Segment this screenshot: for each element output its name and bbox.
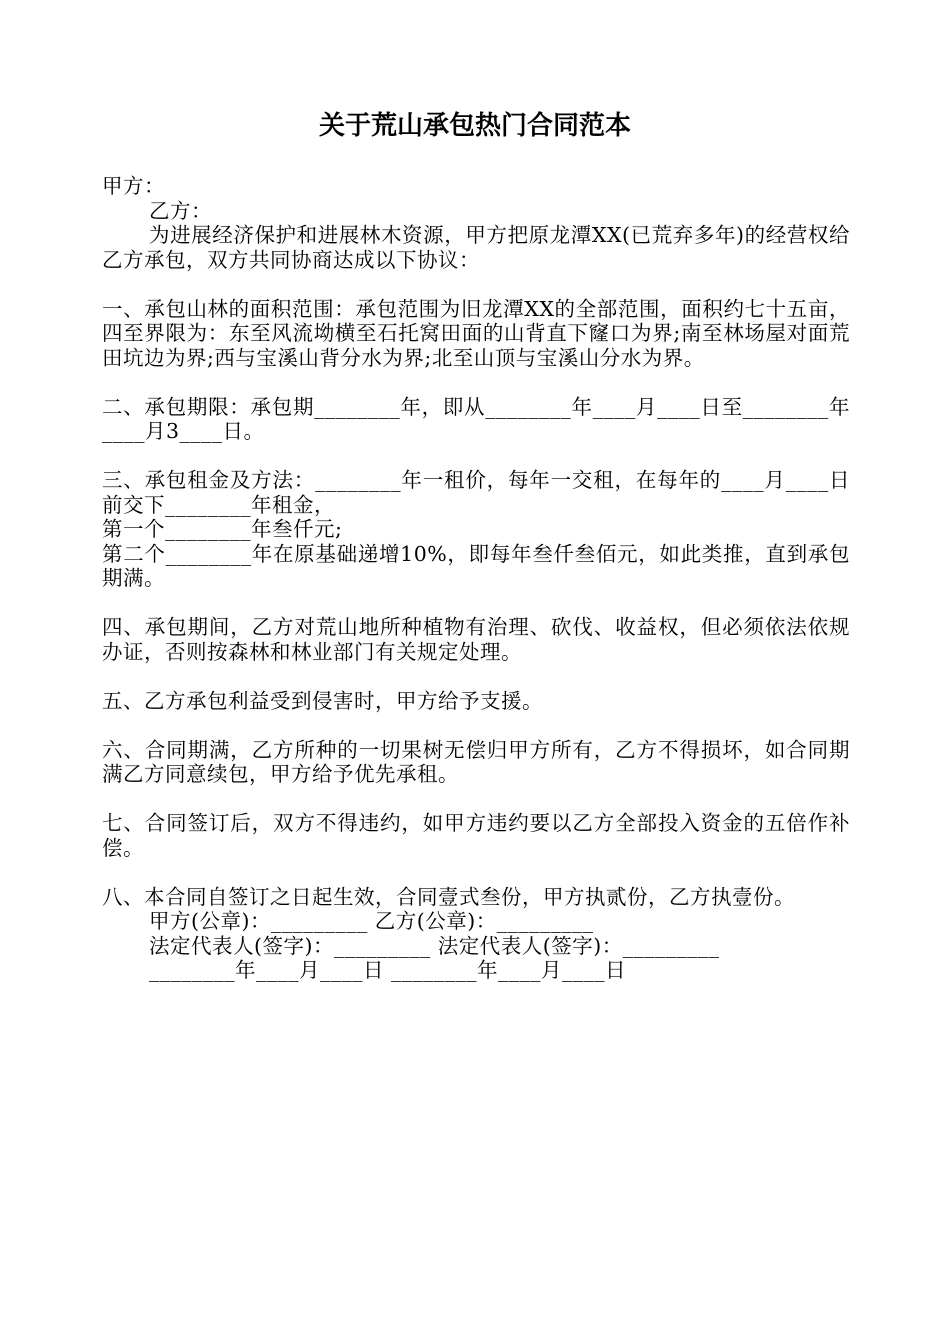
signature-representatives: 法定代表人(签字)：_________ 法定代表人(签字)：_________: [149, 933, 720, 958]
clause-4: 四、承包期间，乙方对荒山地所种植物有治理、砍伐、收益权，但必须依法依规办证，否则按森林和林业部门有关规定处理。: [102, 615, 850, 664]
clause-1: 一、承包山林的面积范围：承包范围为旧龙潭XX的全部范围，面积约七十五亩，四至界限为：东至风流坳横至石托窝田面的山背直下窿口为界;南至林场屋对面荒田坑边为界;西与宝溪山背分水为界;北至山顶与宝溪山分水为界。: [102, 296, 850, 370]
document-body: [102, 174, 850, 983]
signature-dates: ________年____月____日 ________年____月____日: [149, 958, 627, 982]
party-a-line: 甲方：: [102, 174, 165, 198]
intro-paragraph: 为进展经济保护和进展林木资源，甲方把原龙潭XX(已荒弃多年)的经营权给乙方承包，双方共同协商达成以下协议：: [102, 223, 850, 272]
clause-2: 二、承包期限：承包期________年，即从________年____月____日至________年____月3____日。: [102, 394, 850, 443]
party-b-line: 乙方：: [149, 198, 212, 223]
clause-5: 五、乙方承包利益受到侵害时，甲方给予支援。: [102, 688, 543, 713]
signature-party-seals: 甲方(公章)：_________ 乙方(公章)：_________: [149, 909, 594, 933]
clause-8: 八、本合同自签订之日起生效，合同壹式叁份，甲方执贰份，乙方执壹份。: [102, 884, 795, 909]
document-title: 关于荒山承包热门合同范本: [318, 111, 631, 141]
clause-3-line-3: 第二个________年在原基础递增10%，即每年叁仟叁佰元，如此类推，直到承包期满。: [102, 541, 850, 590]
clause-3-line-2: 第一个________年叁仟元;: [102, 517, 343, 541]
clause-3-line-1: 三、承包租金及方法：________年一租价，每年一交租，在每年的____月____日前交下________年租金，: [102, 468, 850, 517]
clause-6: 六、合同期满，乙方所种的一切果树无偿归甲方所有，乙方不得损坏，如合同期满乙方同意续包，甲方给予优先承租。: [102, 737, 850, 786]
clause-7: 七、合同签订后，双方不得违约，如甲方违约要以乙方全部投入资金的五倍作补偿。: [102, 811, 850, 860]
